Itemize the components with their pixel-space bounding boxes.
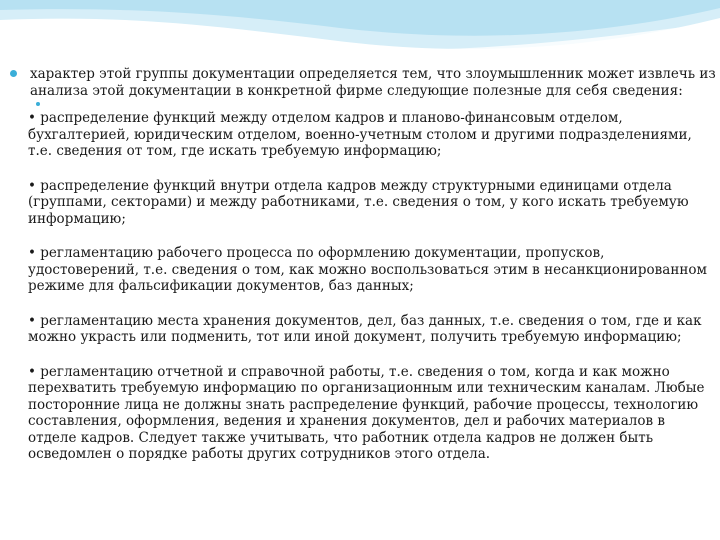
slide-content: [10, 66, 716, 536]
list-item: • распределение функций внутри отдела кадров между структурными единицами отдела (группами, секторами) и между работниками, т.е. сведения о том, у кого искать требуемую информацию;: [28, 177, 689, 227]
bullet-icon: [36, 102, 40, 106]
header-swoosh-decoration: [0, 0, 720, 60]
list-item: • регламентацию отчетной и справочной работы, т.е. сведения о том, когда и как можно перехватить требуемую информацию по организационным или техническим каналам. Любые посторонние лица не должны знать распределение функций, рабочие процессы, технологию составления, оформления, ведения и хранения документов, дел и рабочих материалов в отделе кадров. Следует также учитывать, что работник отдела кадров не должен быть осведомлен о порядке работы других сотрудников этого отдела.: [28, 363, 705, 462]
list-item: • регламентацию места хранения документов, дел, баз данных, т.е. сведения о том, где и как можно украсть или подменить, тот или иной документ, получить требуемую информацию;: [28, 312, 702, 345]
list-item: • распределение функций между отделом кадров и планово-финансовым отделом, бухгалтерией, юридическим отделом, военно-учетным столом и другими подразделениями, т.е. сведения от том, где искать требуемую информацию;: [28, 110, 692, 159]
intro-text: характер этой группы документации определяется тем, что злоумышленник может извлечь из анализа этой документации в конкретной фирме следующие полезные для себя сведения:: [30, 66, 716, 99]
bullet-icon: [10, 70, 17, 77]
sub-bullet-row: [10, 102, 716, 110]
intro-paragraph: [10, 66, 716, 99]
list-item: • регламентацию рабочего процесса по оформлению документации, пропусков, удостоверений, т.е. сведения о том, как можно воспользоваться этим в несанкционированном режиме для фальсификации документов, баз данных;: [28, 245, 707, 294]
